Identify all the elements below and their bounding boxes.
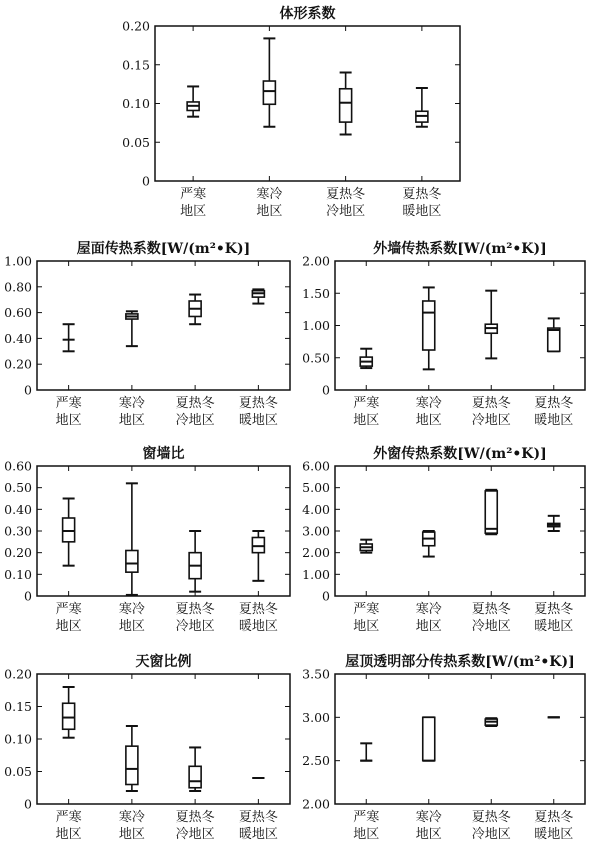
box-rect [423, 717, 435, 760]
x-category-label: 地区 [118, 827, 145, 842]
y-tick-label: 0.10 [4, 566, 32, 582]
box-3 [340, 73, 352, 135]
box-1 [187, 86, 199, 116]
y-tick-label: 0 [322, 382, 330, 398]
x-category-label: 夏热冬 [175, 396, 215, 411]
chart-title: 天窗比例 [135, 654, 192, 670]
y-tick-label: 0.60 [4, 458, 32, 474]
x-category-label: 地区 [180, 204, 207, 219]
x-category-label: 冷地区 [175, 619, 215, 634]
x-category-label: 冷地区 [175, 827, 215, 842]
y-tick-label: 0.20 [122, 18, 150, 34]
y-tick-label: 0 [24, 796, 32, 812]
y-tick-label: 2.00 [302, 796, 330, 812]
y-tick-label: 5.00 [302, 480, 330, 496]
y-tick-label: 2.00 [302, 545, 330, 561]
chart-panel-5 [302, 445, 585, 634]
y-tick-label: 6.00 [302, 458, 330, 474]
x-category-label: 严寒 [353, 602, 380, 617]
x-category-label: 严寒 [353, 396, 380, 411]
y-tick-label: 0 [322, 588, 330, 604]
chart-title: 窗墙比 [142, 446, 185, 462]
box-1 [360, 743, 372, 760]
y-tick-label: 0.20 [4, 666, 32, 682]
box-rect [63, 703, 75, 729]
x-category-label: 地区 [118, 619, 145, 634]
chart-title: 屋顶透明部分传热系数[W/(m²•K)] [345, 654, 575, 670]
y-tick-label: 1.00 [302, 318, 330, 333]
x-category-label: 地区 [353, 619, 380, 634]
y-tick-label: 0.80 [4, 279, 32, 295]
box-3 [485, 490, 497, 534]
x-category-label: 夏热冬 [534, 602, 574, 617]
x-category-label: 夏热冬 [471, 810, 511, 825]
x-category-label: 严寒 [55, 396, 82, 411]
x-category-label: 寒冷 [415, 810, 442, 825]
chart-panel-4 [4, 445, 290, 634]
chart-panel-6 [4, 653, 290, 842]
y-tick-label: 2.50 [302, 753, 330, 769]
y-tick-label: 0.50 [302, 350, 330, 366]
box-rect [126, 746, 138, 784]
x-category-label: 冷地区 [175, 413, 215, 428]
x-category-label: 夏热冬 [238, 810, 278, 825]
x-category-label: 夏热冬 [471, 602, 511, 617]
y-tick-label: 0.05 [4, 764, 32, 779]
y-tick-label: 0.20 [4, 545, 32, 561]
x-category-label: 冷地区 [471, 619, 511, 634]
box-4 [252, 289, 264, 303]
x-category-label: 暖地区 [534, 619, 574, 634]
box-4 [252, 531, 264, 581]
x-category-label: 夏热冬 [175, 602, 215, 617]
box-2 [423, 531, 435, 557]
box-rect [189, 766, 201, 787]
x-category-label: 寒冷 [118, 396, 145, 411]
x-category-label: 地区 [415, 413, 442, 428]
chart-panel-2 [4, 240, 290, 428]
box-rect [423, 301, 435, 350]
x-category-label: 暖地区 [534, 827, 574, 842]
box-1 [63, 499, 75, 566]
x-category-label: 严寒 [353, 810, 380, 825]
x-category-label: 地区 [415, 619, 442, 634]
chart-panel-7 [302, 653, 585, 842]
x-category-label: 地区 [353, 413, 380, 428]
x-category-label: 地区 [415, 827, 442, 842]
box-rect [485, 491, 497, 533]
x-category-label: 地区 [353, 827, 380, 842]
y-tick-label: 4.00 [302, 501, 330, 517]
y-tick-label: 1.50 [302, 285, 330, 301]
y-tick-label: 0.50 [4, 480, 32, 496]
box-1 [360, 349, 372, 368]
x-category-label: 暖地区 [402, 204, 442, 219]
box-rect [126, 551, 138, 573]
y-tick-label: 0.10 [122, 96, 150, 111]
y-tick-label: 1.00 [4, 253, 32, 269]
box-rect [263, 81, 275, 104]
x-category-label: 夏热冬 [326, 187, 366, 202]
y-tick-label: 0 [24, 588, 32, 604]
y-tick-label: 3.50 [302, 666, 330, 682]
x-category-label: 寒冷 [118, 602, 145, 617]
plot-frame [37, 261, 290, 390]
box-2 [263, 38, 275, 126]
y-tick-label: 0.05 [122, 134, 150, 150]
y-tick-label: 1.00 [302, 566, 330, 582]
chart-panel-1 [122, 5, 460, 219]
y-tick-label: 2.00 [302, 253, 330, 269]
x-category-label: 严寒 [55, 602, 82, 617]
box-1 [360, 540, 372, 553]
plot-frame [37, 674, 290, 804]
box-3 [189, 531, 201, 592]
y-tick-label: 0 [24, 382, 32, 398]
box-2 [126, 726, 138, 791]
x-category-label: 夏热冬 [238, 396, 278, 411]
plot-frame [335, 466, 585, 596]
x-category-label: 夏热冬 [534, 810, 574, 825]
x-category-label: 夏热冬 [402, 187, 442, 202]
y-tick-label: 3.00 [302, 523, 330, 539]
box-4 [548, 318, 560, 351]
x-category-label: 地区 [55, 827, 82, 842]
x-category-label: 地区 [55, 413, 82, 428]
chart-title: 屋面传热系数[W/(m²•K)] [76, 241, 251, 257]
x-category-label: 夏热冬 [471, 396, 511, 411]
x-category-label: 寒冷 [118, 810, 145, 825]
plot-frame [155, 26, 460, 181]
y-tick-label: 3.00 [302, 709, 330, 725]
x-category-label: 暖地区 [534, 413, 574, 428]
y-tick-label: 0.15 [4, 699, 32, 714]
x-category-label: 暖地区 [238, 619, 278, 634]
y-tick-label: 0 [142, 173, 150, 189]
plot-frame [335, 674, 585, 804]
y-tick-label: 0.40 [4, 501, 32, 517]
y-tick-label: 0.30 [4, 523, 32, 539]
box-4 [548, 516, 560, 531]
x-category-label: 地区 [55, 619, 82, 634]
box-3 [189, 295, 201, 325]
box-2 [423, 287, 435, 369]
x-category-label: 严寒 [55, 810, 82, 825]
x-category-label: 寒冷 [256, 187, 283, 202]
box-rect [340, 89, 352, 122]
chart-title: 外窗传热系数[W/(m²•K)] [373, 446, 547, 462]
y-tick-label: 0.60 [4, 305, 32, 321]
box-3 [189, 747, 201, 791]
box-rect [63, 518, 75, 542]
x-category-label: 冷地区 [471, 827, 511, 842]
chart-panel-3 [302, 240, 585, 428]
box-rect [548, 328, 560, 351]
x-category-label: 寒冷 [415, 602, 442, 617]
x-category-label: 寒冷 [415, 396, 442, 411]
x-category-label: 暖地区 [238, 413, 278, 428]
box-3 [485, 718, 497, 726]
box-1 [63, 324, 75, 351]
x-category-label: 暖地区 [238, 827, 278, 842]
x-category-label: 夏热冬 [175, 810, 215, 825]
y-tick-label: 0.20 [4, 356, 32, 372]
x-category-label: 夏热冬 [238, 602, 278, 617]
y-tick-label: 0.40 [4, 330, 32, 346]
y-tick-label: 0.15 [122, 57, 150, 73]
box-4 [416, 88, 428, 127]
chart-title: 外墙传热系数[W/(m²•K)] [373, 241, 547, 257]
x-category-label: 冷地区 [471, 413, 511, 428]
x-category-label: 地区 [256, 204, 283, 219]
x-category-label: 严寒 [180, 187, 207, 202]
box-rect [252, 538, 264, 553]
box-3 [485, 291, 497, 359]
box-2 [126, 311, 138, 346]
box-2 [126, 483, 138, 595]
box-1 [63, 687, 75, 738]
plot-frame [335, 261, 585, 390]
x-category-label: 地区 [118, 413, 145, 428]
box-2 [423, 717, 435, 760]
x-category-label: 夏热冬 [534, 396, 574, 411]
x-category-label: 冷地区 [326, 204, 366, 219]
y-tick-label: 0.10 [4, 731, 32, 747]
chart-title: 体形系数 [279, 6, 336, 22]
